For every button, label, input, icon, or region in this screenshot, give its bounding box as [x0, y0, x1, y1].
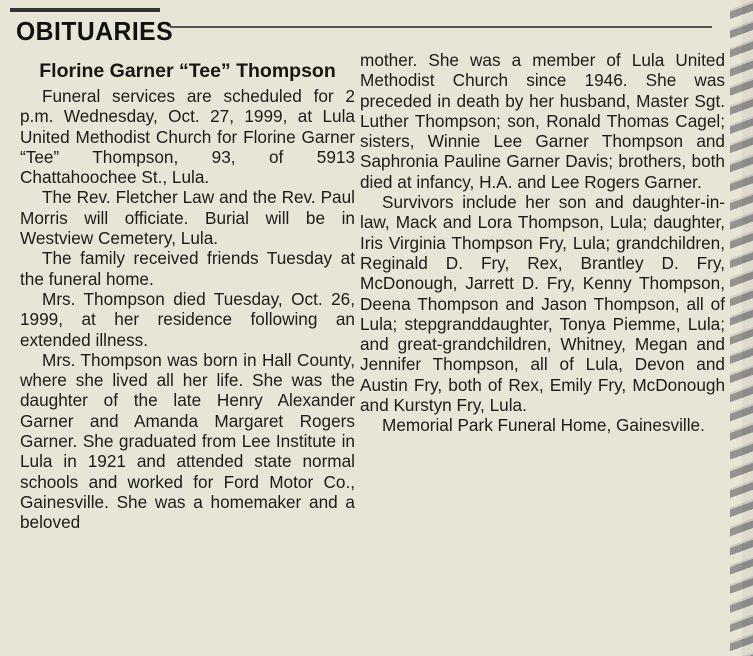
section-title: OBITUARIES [16, 16, 174, 46]
paragraph-funeral-home: Memorial Park Funeral Home, Gainesville. [382, 415, 705, 436]
paragraph-survivors: Survivors include her son and daughter-in-law, Mack and Lora Thompson, Lula; daughter, Iris Virginia Thompson Fry, Lula; grandchildren, Reginald D. Fry, Rex, Brantley D. Fry, McDonough, Jarrett D. Fry, Kenny Thompson, Deena Thompson and Jason Thompson, all of Lula; stepgranddaughter, Tonya Piemme, Lula; and great-grandchildren, Whitney, Megan and Jennifer Thompson, all of Lula, Devon and Austin Fry, both of Rex, Emily Fry, McDonough and Kurstyn Fry, Lula. [360, 192, 725, 416]
obituary-headline: Florine Garner “Tee” Thompson [39, 60, 336, 82]
right-column [360, 50, 725, 436]
paragraph-officiants: The Rev. Fletcher Law and the Rev. Paul Morris will officiate. Burial will be in Westview Cemetery, Lula. [20, 187, 355, 249]
paragraph-biography-continued: mother. She was a member of Lula United Methodist Church since 1946. She was preceded in death by her husband, Master Sgt. Luther Thompson; son, Ronald Thomas Cagel; sisters, Winnie Lee Garner Thompson and Saphronia Pauline Garner Davis; brothers, both died at infancy, H.A. and Lee Rogers Garner. [360, 50, 725, 192]
paragraph-biography: Mrs. Thompson was born in Hall County, where she lived all her life. She was the daughter of the late Henry Alexander Garner and Amanda Margaret Rogers Garner. She graduated from Lee Institute in Lula in 1921 and attended state normal schools and worked for Ford Motor Co., Gainesville. She was a homemaker and a beloved [20, 349, 355, 533]
torn-paper-edge [730, 0, 753, 656]
left-column [20, 52, 355, 533]
paragraph-death: Mrs. Thompson died Tuesday, Oct. 26, 1999, at her residence following an extended illness. [20, 288, 355, 350]
paragraph-visitation: The family received friends Tuesday at the funeral home. [20, 248, 355, 289]
masthead-bar [10, 8, 160, 12]
masthead-rule [170, 26, 712, 28]
paragraph-funeral-services: Funeral services are scheduled for 2 p.m. Wednesday, Oct. 27, 1999, at Lula United Methodist Church for Florine Garner “Tee” Thompson, 93, of 5913 Chattahoochee St., Lula. [20, 86, 355, 188]
section-masthead [10, 8, 712, 46]
